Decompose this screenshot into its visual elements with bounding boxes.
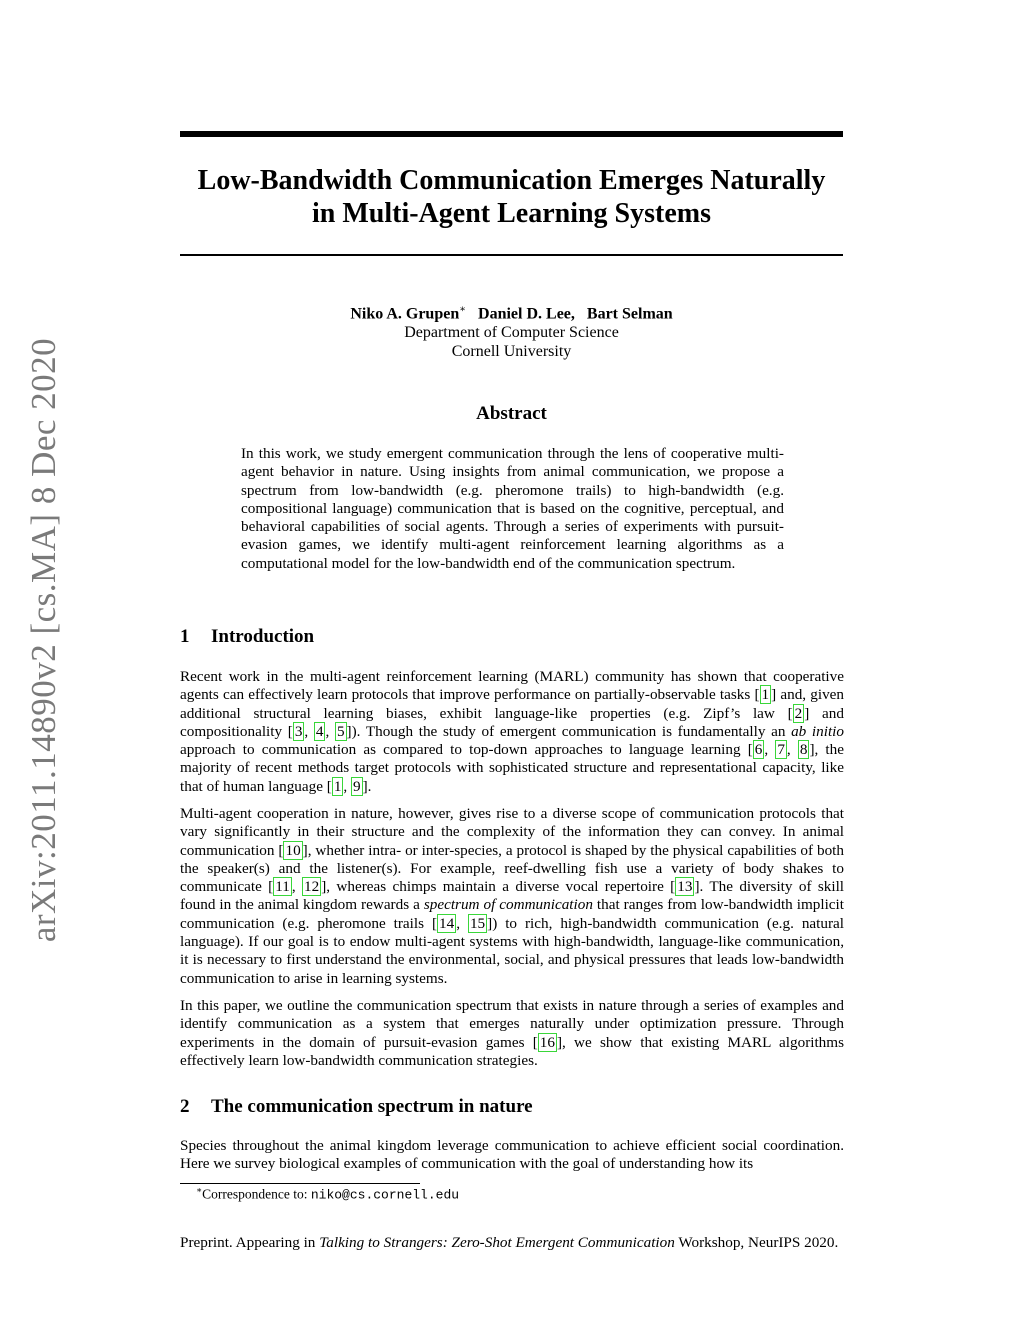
title-bottom-rule [180,254,843,256]
citation-link[interactable]: 10 [285,841,301,859]
paper-title [180,164,843,230]
section-2-number: 2 [180,1096,190,1117]
footnote-mark: ∗ [196,1185,203,1195]
page-footer: Preprint. Appearing in Talking to Strangers: Zero-Shot Emergent Communication Workshop, NeurIPS 2020. [180,1234,839,1251]
emphasis-text: ab initio [791,722,844,740]
citation-link[interactable]: 9 [353,777,361,795]
title-line-2: in Multi-Agent Learning Systems [312,198,711,229]
citation-link[interactable]: 14 [439,914,455,932]
arxiv-identifier: arXiv:2011.14890v2 [cs.MA] 8 Dec 2020 [24,337,63,943]
footnote-rule [180,1183,420,1184]
section-2-paragraph-1: Species throughout the animal kingdom leverage communication to achieve efficient social coordination. Here we survey biological examples of communication with the goal of understanding how its [180,1137,844,1173]
footnote [196,1185,459,1203]
author-department: Department of Computer Science [404,324,619,342]
section-1-title: Introduction [211,626,315,647]
author-names [180,300,843,323]
section-1-heading [180,626,314,648]
citation-link[interactable]: 16 [539,1033,555,1051]
citation-link[interactable]: 5 [336,722,345,740]
title-top-rule [180,131,843,137]
citation-link[interactable]: 7 [777,741,785,759]
citation-link[interactable]: 11 [275,878,290,896]
section-2-heading [180,1096,533,1118]
citation-link[interactable]: 15 [469,914,486,932]
intro-paragraph-1: Recent work in the multi-agent reinforcement learning (MARL) community has shown that cooperative agents can effectively learn protocols that improve performance on partially-observable tasks [ 1 ] and, given additional structural learning biases, exhibit language-like properties (e.g. Zipf’s law [ 2 ] and compositionality [ 3 , 4 , 5 ]). Though the study of emergent communication is fundamentally an ab initio approach to communication as compared to top-down approaches to language learning [ 6 , 7 , 8 ], the majority of recent methods target protocols with sophisticated structure and representational capacity, like that of human language [ 1 , 9 ]. [180,668,845,795]
author-university: Cornell University [451,343,572,361]
title-line-1: Low-Bandwidth Communication Emerges Naturally [197,165,826,196]
citation-link[interactable]: 2 [794,704,803,722]
citation-link[interactable]: 1 [333,777,342,795]
abstract-heading: Abstract [476,403,547,424]
author-block [180,300,843,361]
citation-link[interactable]: 8 [799,741,808,759]
author-2: Daniel D. Lee, [478,305,575,323]
section-2-title: The communication spectrum in nature [211,1096,533,1117]
author-1-footnote-mark[interactable]: ∗ [459,304,467,315]
footnote-text: Correspondence to: [202,1186,311,1202]
emphasis-text: spectrum of communication [423,896,593,914]
citation-link[interactable]: 13 [677,878,693,896]
citation-link[interactable]: 4 [315,722,324,740]
citation-link[interactable]: 12 [304,878,320,896]
intro-paragraph-3: In this paper, we outline the communication spectrum that exists in nature through a series of examples and identify communication as a system that emerges naturally under optimization pressure. Through experiments in the domain of pursuit-evasion games [ 16 ], we show that existing MARL algorithms effectively learn low-bandwidth communication strategies. [180,997,845,1069]
citation-link[interactable]: 6 [754,741,763,759]
citation-link[interactable]: 1 [761,686,770,704]
author-1: Niko A. Grupen [350,305,460,323]
section-1-number: 1 [180,626,190,647]
abstract-body: In this work, we study emergent communication through the lens of cooperative multi-agent behavior in nature. Using insights from animal communication, we propose a spectrum from low-bandwidth (e.g. pheromone trails) to high-bandwidth (e.g. compositional language) communication that is based on the cognitive, perceptual, and behavioral capabilities of social agents. Through a series of experiments with pursuit-evasion games, we identify multi-agent reinforcement learning algorithms as a computational model for the low-bandwidth end of the communication spectrum. [241,445,784,572]
workshop-name: Talking to Strangers: Zero-Shot Emergent Communication [319,1234,675,1251]
intro-paragraph-2: Multi-agent cooperation in nature, however, gives rise to a diverse scope of communication protocols that vary significantly in their structure and the complexity of the information they can convey. In animal communication [ 10 ], whether intra- or inter-species, a protocol is shaped by the physical capabilities of both the speaker(s) and the listener(s). For example, reef-dwelling fish use a variety of body shakes to communicate [ 11 , 12 ], whereas chimps maintain a diverse vocal repertoire [ 13 ]. The diversity of skill found in the animal kingdom rewards a spectrum of communication that ranges from low-bandwidth implicit communication (e.g. pheromone trails [ 14 , 15 ]) to rich, high-bandwidth communication (e.g. natural language). If our goal is to endow multi-agent systems with high-bandwidth, language-like communication, it is necessary to first understand the environmental, social, and physical pressures that leads low-bandwidth communication to arise in learning systems. [180,805,845,987]
citation-link[interactable]: 3 [294,722,303,740]
footnote-email[interactable]: niko@cs.cornell.edu [310,1187,460,1203]
author-3: Bart Selman [586,305,673,323]
